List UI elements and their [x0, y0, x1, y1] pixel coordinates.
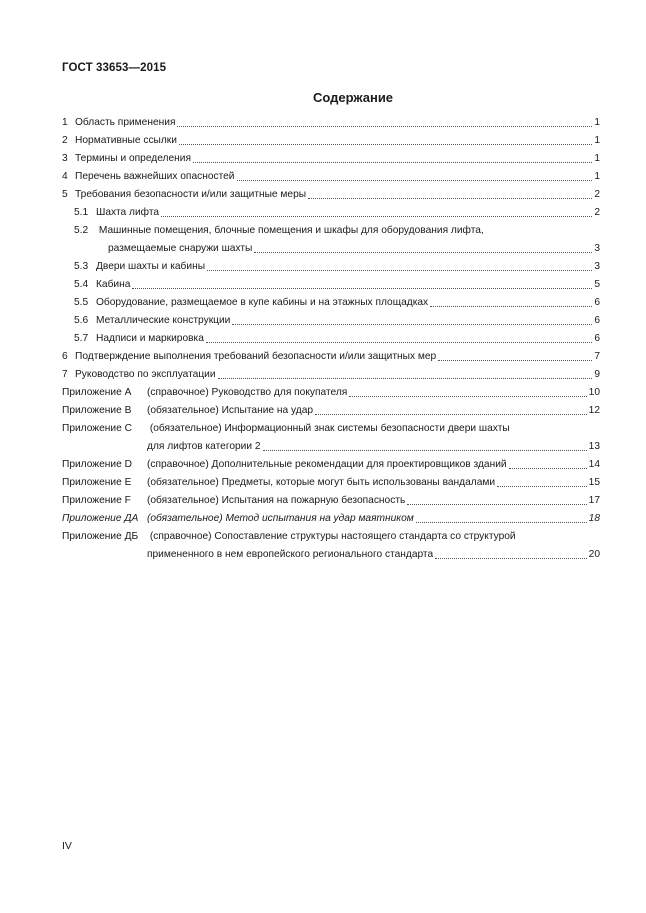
toc-entry-title: (обязательное) Предметы, которые могут быть использованы вандалами: [147, 477, 496, 488]
toc-entry-number: 4: [62, 171, 68, 182]
toc-entry-number: 5.4: [74, 279, 89, 290]
toc-entry-title: (обязательное) Испытания на пожарную безопасность: [147, 495, 406, 506]
toc-entry-page: 1: [594, 117, 600, 128]
toc-entry-number: 6: [62, 351, 68, 362]
toc-appendix[interactable]: [62, 384, 600, 402]
dot-leader: [218, 377, 593, 379]
toc-entry-page: 14: [588, 459, 600, 470]
toc-entry-title: Надписи и маркировка: [96, 333, 204, 344]
toc-entry-page: 6: [594, 297, 600, 308]
toc-entry-page: 2: [594, 189, 600, 200]
toc-entry-number: 5.1: [74, 207, 89, 218]
appendix-label: Приложение ДА: [62, 513, 139, 524]
toc-entry-page: 7: [594, 351, 600, 362]
toc-entry-page: 1: [594, 135, 600, 146]
appendix-label: Приложение В: [62, 405, 132, 416]
toc-entry-number: 5.5: [74, 297, 89, 308]
toc-entry-title: Оборудование, размещаемое в купе кабины и на этажных площадках: [96, 297, 429, 308]
document-code: ГОСТ 33653—2015: [62, 62, 167, 74]
toc-entry-title: Область применения: [75, 117, 176, 128]
toc-entry-title: Руководство по эксплуатации: [75, 369, 216, 380]
toc-entry-title: (справочное) Дополнительные рекомендации для проектировщиков зданий: [147, 459, 507, 470]
toc-entry-title: Нормативные ссылки: [75, 135, 177, 146]
toc-entry-number: 5: [62, 189, 68, 200]
toc-entry-title-line2: для лифтов категории 2: [147, 441, 261, 452]
toc-entry-page: 3: [594, 243, 600, 254]
dot-leader: [497, 485, 587, 487]
toc-subentry[interactable]: [62, 330, 600, 348]
toc-subentry[interactable]: [62, 258, 600, 276]
toc-entry-page: 13: [588, 441, 600, 452]
dot-leader: [416, 521, 587, 523]
toc-appendix[interactable]: [62, 528, 600, 564]
toc-entry-title: Термины и определения: [75, 153, 191, 164]
toc-entry-page: 17: [588, 495, 600, 506]
toc-entry-title: Двери шахты и кабины: [96, 261, 206, 272]
toc-entry-number: 2: [62, 135, 68, 146]
toc-entry-title-line1: (обязательное) Информационный знак системы безопасности двери шахты: [149, 423, 510, 434]
toc-entry[interactable]: [62, 186, 600, 204]
table-of-contents: [62, 114, 600, 564]
toc-entry-page: 15: [588, 477, 600, 488]
toc-entry[interactable]: [62, 348, 600, 366]
toc-entry-page: 10: [588, 387, 600, 398]
toc-entry[interactable]: [62, 150, 600, 168]
toc-appendix[interactable]: [62, 510, 600, 528]
appendix-label: Приложение Е: [62, 477, 132, 488]
dot-leader: [177, 125, 592, 127]
toc-entry-page: 6: [594, 315, 600, 326]
toc-entry-number: 5.2: [74, 225, 89, 236]
toc-appendix[interactable]: [62, 456, 600, 474]
toc-appendix[interactable]: [62, 420, 600, 456]
toc-entry-number: 3: [62, 153, 68, 164]
toc-entry-title-line2: размещаемые снаружи шахты: [108, 243, 253, 254]
appendix-label: Приложение А: [62, 387, 132, 398]
toc-entry-page: 20: [588, 549, 600, 560]
toc-entry-page: 2: [594, 207, 600, 218]
toc-subentry[interactable]: [62, 222, 600, 258]
dot-leader: [308, 197, 592, 199]
dot-leader: [263, 449, 587, 451]
toc-entry-title: Металлические конструкции: [96, 315, 231, 326]
dot-leader: [435, 557, 587, 559]
toc-entry-number: 1: [62, 117, 68, 128]
toc-entry-title-line1: Машинные помещения, блочные помещения и шкафы для оборудования лифта,: [98, 225, 484, 236]
toc-appendix[interactable]: [62, 492, 600, 510]
toc-title: Содержание: [312, 90, 394, 105]
toc-entry-title: Требования безопасности и/или защитные меры: [75, 189, 307, 200]
toc-entry-page: 18: [588, 513, 600, 524]
toc-entry-page: 1: [594, 153, 600, 164]
toc-entry-title: (обязательное) Испытание на удар: [147, 405, 314, 416]
appendix-label: Приложение ДБ: [62, 531, 139, 542]
toc-entry-page: 5: [594, 279, 600, 290]
toc-entry[interactable]: [62, 366, 600, 384]
toc-subentry[interactable]: [62, 276, 600, 294]
toc-entry[interactable]: [62, 132, 600, 150]
dot-leader: [237, 179, 593, 181]
toc-entry[interactable]: [62, 168, 600, 186]
toc-entry[interactable]: [62, 114, 600, 132]
page-number: IV: [62, 840, 72, 852]
toc-entry-title: Шахта лифта: [96, 207, 160, 218]
toc-entry-page: 9: [594, 369, 600, 380]
dot-leader: [232, 323, 592, 325]
toc-entry-title-line1: (справочное) Сопоставление структуры настоящего стандарта со структурой: [149, 531, 516, 542]
toc-entry-page: 6: [594, 333, 600, 344]
dot-leader: [206, 341, 592, 343]
dot-leader: [407, 503, 586, 505]
dot-leader: [254, 251, 592, 253]
toc-entry-title-line2: примененного в нем европейского регионального стандарта: [147, 549, 434, 560]
dot-leader: [349, 395, 586, 397]
toc-subentry[interactable]: [62, 312, 600, 330]
dot-leader: [132, 287, 592, 289]
toc-entry-page: 3: [594, 261, 600, 272]
toc-entry-title: Перечень важнейших опасностей: [75, 171, 235, 182]
dot-leader: [179, 143, 592, 145]
toc-subentry[interactable]: [62, 294, 600, 312]
toc-entry-number: 5.7: [74, 333, 89, 344]
dot-leader: [430, 305, 592, 307]
dot-leader: [207, 269, 592, 271]
toc-entry-page: 1: [594, 171, 600, 182]
toc-subentry[interactable]: [62, 204, 600, 222]
appendix-label: Приложение С: [62, 423, 132, 434]
toc-appendix[interactable]: [62, 402, 600, 420]
toc-entry-number: 5.6: [74, 315, 89, 326]
toc-entry-title: Подтверждение выполнения требований безопасности и/или защитных мер: [75, 351, 437, 362]
toc-entry-title: (справочное) Руководство для покупателя: [147, 387, 348, 398]
appendix-label: Приложение D: [62, 459, 132, 470]
appendix-label: Приложение F: [62, 495, 131, 506]
toc-entry-title: (обязательное) Метод испытания на удар маятником: [147, 513, 414, 524]
dot-leader: [509, 467, 587, 469]
dot-leader: [315, 413, 587, 415]
toc-entry-number: 5.3: [74, 261, 89, 272]
dot-leader: [438, 359, 592, 361]
dot-leader: [161, 215, 592, 217]
toc-entry-number: 7: [62, 369, 68, 380]
dot-leader: [193, 161, 592, 163]
toc-entry-title: Кабина: [96, 279, 131, 290]
toc-entry-page: 12: [588, 405, 600, 416]
toc-appendix[interactable]: [62, 474, 600, 492]
